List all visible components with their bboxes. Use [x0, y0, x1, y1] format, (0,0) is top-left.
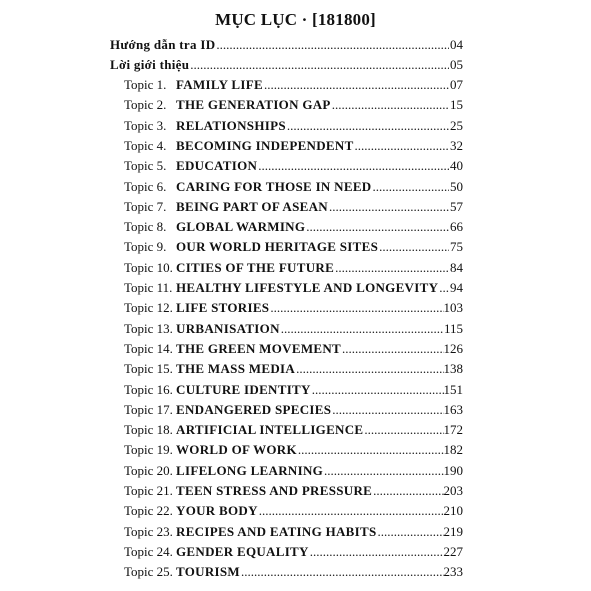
dot-leader	[311, 380, 444, 400]
topic-number: Topic 3.	[124, 117, 167, 133]
toc-entry-topic[interactable]	[124, 95, 463, 115]
toc-entry-page: 163	[443, 401, 463, 417]
dot-leader	[354, 136, 449, 156]
topic-title: TEEN STRESS AND PRESSURE	[176, 483, 373, 498]
topic-number: Topic 9.	[124, 239, 167, 255]
topic-number: Topic 14.	[124, 340, 173, 356]
dot-leader	[269, 298, 443, 318]
topic-number: Topic 22.	[124, 503, 173, 519]
toc-entry-page: 04	[450, 37, 463, 52]
toc-entry-topic[interactable]	[124, 380, 463, 400]
toc-entry-topic[interactable]	[124, 298, 463, 318]
toc-entry-page: 75	[450, 239, 463, 255]
topic-title: URBANISATION	[176, 320, 280, 336]
toc-entry-page: 57	[450, 198, 463, 214]
topic-title: ENDANGERED SPECIES	[176, 401, 332, 417]
toc-entry-label: Lời giới thiệu	[110, 57, 190, 72]
dot-leader	[372, 481, 443, 501]
toc-entry-page: 151	[443, 381, 463, 397]
topic-number: Topic 23.	[124, 523, 173, 539]
topic-number: Topic 8.	[124, 219, 167, 235]
toc-entry-page: 227	[443, 543, 463, 559]
toc-entry-page: 172	[443, 422, 463, 438]
topic-title: GENDER EQUALITY	[176, 543, 309, 559]
toc-entry-page: 50	[450, 178, 463, 194]
toc-entry-topic[interactable]	[124, 156, 463, 176]
topic-title: THE GENERATION GAP	[176, 97, 331, 113]
topic-number: Topic 12.	[124, 300, 173, 316]
dot-leader	[341, 339, 443, 359]
toc-entry-label: Hướng dẫn tra ID	[110, 37, 216, 52]
topic-title: ARTIFICIAL INTELLIGENCE	[176, 422, 364, 438]
toc-entry-page: 126	[443, 340, 463, 356]
topic-title: OUR WORLD HERITAGE SITES	[176, 239, 379, 255]
topic-number: Topic 10.	[124, 259, 173, 275]
dot-leader	[280, 319, 444, 339]
toc-entry-topic[interactable]	[124, 481, 463, 501]
topic-title: EDUCATION	[176, 158, 258, 174]
dot-leader	[377, 522, 444, 542]
topic-number: Topic 20.	[124, 462, 173, 478]
toc-entry-page: 94	[450, 280, 463, 295]
topic-number: Topic 1.	[124, 77, 167, 92]
topic-title: HEALTHY LIFESTYLE AND LONGEVITY	[176, 280, 439, 295]
dot-leader	[295, 359, 443, 379]
topic-title: FAMILY LIFE	[176, 77, 263, 92]
topic-number: Topic 4.	[124, 137, 167, 153]
topic-number: Topic 15.	[124, 361, 173, 377]
toc-entry-page: 182	[443, 442, 463, 458]
toc-entry-topic[interactable]	[124, 562, 463, 582]
topic-title: LIFE STORIES	[176, 300, 270, 316]
toc-entry-topic[interactable]	[124, 522, 463, 542]
toc-entry-page: 190	[443, 462, 463, 478]
dot-leader	[240, 562, 444, 582]
topic-title: GLOBAL WARMING	[176, 219, 306, 235]
topic-number: Topic 21.	[124, 483, 173, 498]
toc-entry-topic[interactable]	[124, 177, 463, 197]
dot-leader	[378, 237, 449, 257]
dot-leader	[328, 197, 449, 217]
dot-leader	[323, 461, 443, 481]
topic-title: BEING PART OF ASEAN	[176, 198, 329, 214]
toc-entry-topic[interactable]	[124, 217, 463, 237]
toc-entry-topic[interactable]	[124, 420, 463, 440]
dot-leader	[334, 258, 449, 278]
dot-leader	[305, 217, 449, 237]
dot-leader	[309, 542, 444, 562]
toc-entry-page: 40	[450, 158, 463, 174]
topic-title: RECIPES AND EATING HABITS	[176, 523, 377, 539]
toc-entry-page: 84	[450, 259, 463, 275]
toc-entry-page: 66	[450, 219, 463, 235]
topic-title: YOUR BODY	[176, 503, 258, 519]
topic-number: Topic 6.	[124, 178, 167, 194]
dot-leader	[286, 116, 449, 136]
topic-title: CULTURE IDENTITY	[176, 381, 311, 397]
toc-entry-topic[interactable]	[124, 339, 463, 359]
topic-title: CARING FOR THOSE IN NEED	[176, 178, 372, 194]
toc-entry-id-guide[interactable]	[110, 35, 463, 55]
dot-leader	[215, 35, 449, 55]
toc-entry-topic[interactable]	[124, 116, 463, 136]
topic-number: Topic 19.	[124, 442, 173, 458]
toc-entry-page: 203	[443, 483, 463, 498]
topic-number: Topic 13.	[124, 320, 173, 336]
dot-leader	[257, 156, 449, 176]
toc-entry-page: 210	[443, 503, 463, 519]
topic-number: Topic 5.	[124, 158, 167, 174]
dot-leader	[297, 440, 444, 460]
dot-leader	[331, 95, 449, 115]
toc-entry-topic[interactable]	[124, 258, 463, 278]
dot-leader	[363, 420, 443, 440]
toc-entry-topic[interactable]	[124, 440, 463, 460]
toc-entry-page: 32	[450, 137, 463, 153]
topic-number: Topic 18.	[124, 422, 173, 438]
topic-title: THE MASS MEDIA	[176, 361, 296, 377]
topic-title: WORLD OF WORK	[176, 442, 297, 458]
topic-title: RELATIONSHIPS	[176, 117, 286, 133]
topic-title: THE GREEN MOVEMENT	[176, 340, 342, 356]
toc-entry-introduction[interactable]	[110, 55, 463, 75]
toc-entry-page: 115	[443, 320, 463, 336]
toc-entry-page: 05	[450, 57, 463, 72]
topic-number: Topic 24.	[124, 543, 173, 559]
dot-leader	[189, 55, 449, 75]
toc-entry-topic[interactable]	[124, 75, 463, 95]
toc-entry-page: 103	[443, 300, 463, 316]
toc-entry-topic[interactable]	[124, 542, 463, 562]
toc-entry-page: 25	[450, 117, 463, 133]
toc-entry-topic[interactable]	[124, 237, 463, 257]
dot-leader	[331, 400, 443, 420]
page-title: MỤC LỤC · [181800]	[215, 10, 376, 29]
toc-entry-page: 07	[450, 77, 463, 92]
topic-number: Topic 7.	[124, 198, 167, 214]
toc-entry-page: 15	[450, 97, 463, 113]
topic-title: TOURISM	[176, 564, 240, 580]
toc-entry-page: 233	[443, 564, 463, 580]
toc-entry-page: 219	[443, 523, 463, 539]
toc-entry-topic[interactable]	[124, 197, 463, 217]
toc-entry-topic[interactable]	[124, 501, 463, 521]
toc-entry-page: 138	[443, 361, 463, 377]
topic-number: Topic 25.	[124, 564, 173, 580]
topic-number: Topic 16.	[124, 381, 173, 397]
toc-entry-topic[interactable]	[124, 319, 463, 339]
toc-entry-topic[interactable]	[124, 461, 463, 481]
toc-entry-topic[interactable]	[124, 359, 463, 379]
dot-leader	[258, 501, 444, 521]
topic-title: LIFELONG LEARNING	[176, 462, 324, 478]
topic-number: Topic 2.	[124, 97, 167, 113]
toc-entry-topic[interactable]	[124, 278, 463, 298]
topic-title: CITIES OF THE FUTURE	[176, 259, 335, 275]
dot-leader	[372, 177, 450, 197]
toc-entry-topic[interactable]	[124, 136, 463, 156]
topic-number: Topic 17.	[124, 401, 173, 417]
topic-number: Topic 11.	[124, 280, 173, 295]
dot-leader	[438, 278, 449, 298]
dot-leader	[263, 75, 449, 95]
topic-title: BECOMING INDEPENDENT	[176, 137, 354, 153]
toc-entry-topic[interactable]	[124, 400, 463, 420]
